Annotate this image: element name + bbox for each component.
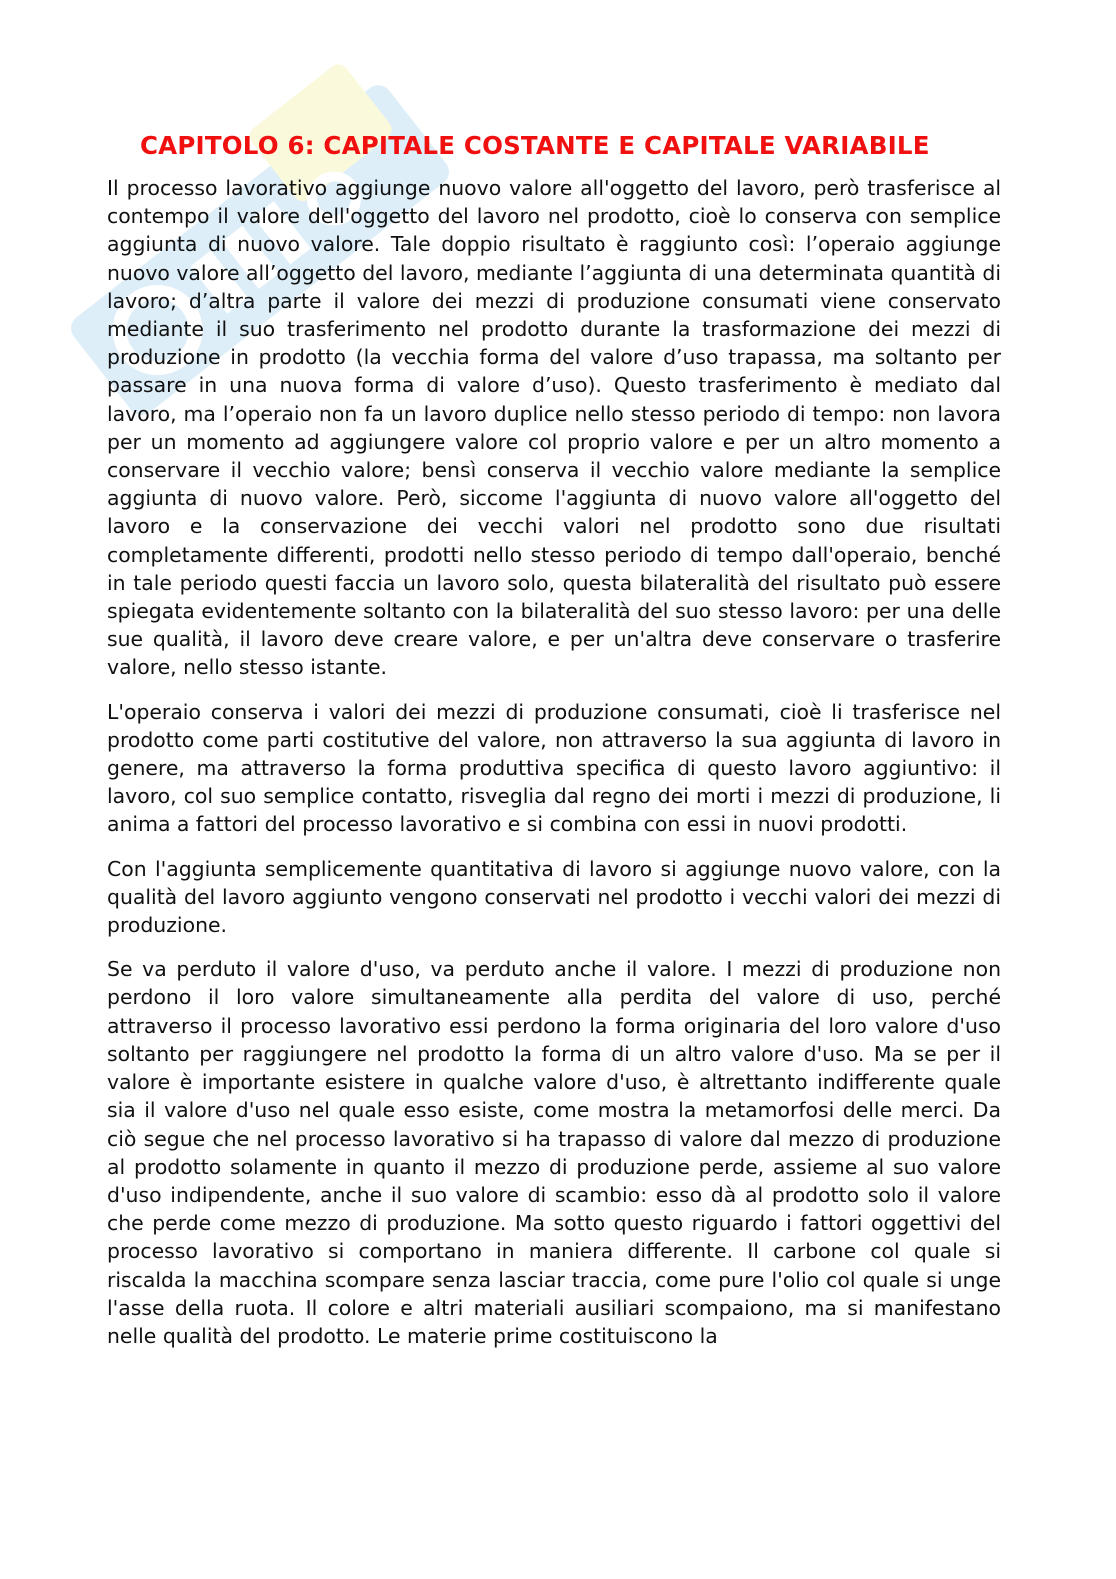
document-page [107,128,1001,1366]
paragraph-4: Se va perduto il valore d'uso, va perduto anche il valore. I mezzi di produzione non perdono il loro valore simultaneamente alla perdita del valore di uso, perché attraverso il processo lavorativo essi perdono la forma originaria del loro valore d'uso soltanto per raggiungere nel prodotto la forma di un altro valore d'uso. Ma se per il valore è importante esistere in qualche valore d'uso, è altrettanto indifferente quale sia il valore d'uso nel quale esso esiste, come mostra la metamorfosi delle merci. Da ciò segue che nel processo lavorativo si ha trapasso di valore dal mezzo di produzione al prodotto solamente in quanto il mezzo di produzione perde, assieme al suo valore d'uso indipendente, anche il suo valore di scambio: esso dà al prodotto solo il valore che perde come mezzo di produzione. Ma sotto questo riguardo i fattori oggettivi del processo lavorativo si comportano in maniera differente. Il carbone col quale si riscalda la macchina scompare senza lasciar traccia, come pure l'olio col quale si unge l'asse della ruota. Il colore e altri materiali ausiliari scompaiono, ma si manifestano nelle qualità del prodotto. Le materie prime costituiscono la [107,957,1001,1348]
paragraph-3: Con l'aggiunta semplicemente quantitativa di lavoro si aggiunge nuovo valore, con la qualità del lavoro aggiunto vengono conservati nel prodotto i vecchi valori dei mezzi di produzione. [107,856,1001,938]
paragraph-1: Il processo lavorativo aggiunge nuovo valore all'oggetto del lavoro, però trasferisce al contempo il valore dell'oggetto del lavoro nel prodotto, cioè lo conserva con semplice aggiunta di nuovo valore. Tale doppio risultato è raggiunto così: l’operaio aggiunge nuovo valore all’oggetto del lavoro, mediante l’aggiunta di una determinata quantità di lavoro; d’altra parte il valore dei mezzi di produzione consumati viene conservato mediante il suo trasferimento nel prodotto durante la trasformazione dei mezzi di produzione in prodotto (la vecchia forma del valore d’uso trapassa, ma soltanto per passare in una nuova forma di valore d’uso). Questo trasferimento è mediato dal lavoro, ma l’operaio non fa un lavoro duplice nello stesso periodo di tempo: non lavora per un momento ad aggiungere valore col proprio valore e per un altro momento a conservare il vecchio valore; bensì conserva il vecchio valore mediante la semplice aggiunta di nuovo valore. Però, siccome l'aggiunta di nuovo valore all'oggetto del lavoro e la conservazione dei vecchi valori nel prodotto sono due risultati completamente differenti, prodotti nello stesso periodo di tempo dall'operaio, benché in tale periodo questi faccia un lavoro solo, questa bilateralità del risultato può essere spiegata evidentemente soltanto con la bilateralità del suo stesso lavoro: per una delle sue qualità, il lavoro deve creare valore, e per un'altra deve conservare o trasferire valore, nello stesso istante. [107,176,1001,680]
paragraph-2: L'operaio conserva i valori dei mezzi di produzione consumati, cioè li trasferisce nel prodotto come parti costitutive del valore, non attraverso la sua aggiunta di lavoro in genere, ma attraverso la forma produttiva specifica di questo lavoro aggiuntivo: il lavoro, col suo semplice contatto, risveglia dal regno dei morti i mezzi di produzione, li anima a fattori del processo lavorativo e si combina con essi in nuovi prodotti. [107,699,1001,837]
chapter-title: CAPITOLO 6: CAPITALE COSTANTE E CAPITALE VARIABILE [140,131,930,160]
